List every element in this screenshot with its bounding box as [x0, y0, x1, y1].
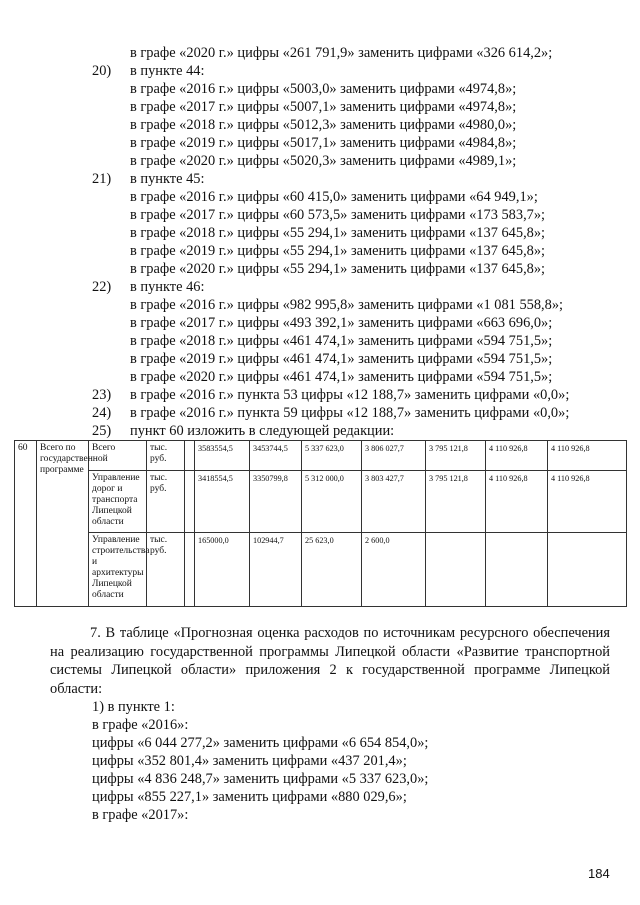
- line-text: в пункте 46:: [130, 279, 205, 295]
- line-text: в графе «2019 г.» цифры «5017,1» заменить цифрами «4984,8»;: [130, 135, 517, 151]
- item-number: 24): [92, 405, 112, 421]
- value-cell: 4 110 926,8: [548, 471, 627, 533]
- item-number: 25): [92, 423, 112, 439]
- amendment-line: [92, 170, 622, 188]
- line-text: в графе «2016 г.» пункта 59 цифры «12 188,7» заменить цифрами «0,0»;: [130, 405, 570, 421]
- line-text: в графе «2020 г.» цифры «261 791,9» заменить цифрами «326 614,2»;: [130, 45, 553, 61]
- amendment-line: [92, 242, 622, 260]
- value-cell: 3583554,5: [195, 441, 250, 471]
- line-text: пункт 60 изложить в следующей редакции:: [130, 423, 395, 439]
- amendment-line: [92, 134, 622, 152]
- amendment-line: [92, 278, 622, 296]
- page-number: 184: [588, 866, 610, 881]
- value-cell: 25 623,0: [302, 533, 362, 607]
- line-text: в графе «2018 г.» цифры «55 294,1» заменить цифрами «137 645,8»;: [130, 225, 546, 241]
- amendment-line: [92, 332, 622, 350]
- item-number: 20): [92, 63, 112, 79]
- amendment-line: [92, 314, 622, 332]
- amendment-line: [92, 62, 622, 80]
- paragraph-text: 7. В таблице «Прогнозная оценка расходов по источникам ресурсного обеспечения на реализацию государственной программы Липецкой области «Развитие транспортной системы Липецкой области» приложения 2 к государственной программе Липецкой области:: [50, 625, 610, 697]
- value-cell: 165000,0: [195, 533, 250, 607]
- amendment-line: [92, 224, 622, 242]
- value-cell: 102944,7: [250, 533, 302, 607]
- amendment-line: [92, 80, 622, 98]
- row-name-cell: Всего: [89, 441, 147, 471]
- line-text: в графе «2020 г.» цифры «55 294,1» заменить цифрами «137 645,8»;: [130, 261, 546, 277]
- value-cell: 3 795 121,8: [426, 471, 486, 533]
- table-row: [15, 533, 627, 607]
- line-text: в пункте 45:: [130, 171, 205, 187]
- amendment-list-top: [92, 44, 622, 440]
- amendment-line: цифры «4 836 248,7» заменить цифрами «5 337 623,0»;: [92, 771, 429, 787]
- item-number: 23): [92, 387, 112, 403]
- amendment-line: цифры «352 801,4» заменить цифрами «437 201,4»;: [92, 753, 407, 769]
- amendment-line: [92, 260, 622, 278]
- line-text: в пункте 44:: [130, 63, 205, 79]
- line-text: в графе «2017 г.» цифры «493 392,1» заменить цифрами «663 696,0»;: [130, 315, 553, 331]
- amendment-line: в графе «2017»:: [92, 807, 189, 823]
- amendment-line: цифры «6 044 277,2» заменить цифрами «6 654 854,0»;: [92, 735, 429, 751]
- empty-cell: [185, 441, 195, 471]
- line-text: в графе «2016 г.» цифры «5003,0» заменить цифрами «4974,8»;: [130, 81, 517, 97]
- line-text: в графе «2020 г.» цифры «461 474,1» заменить цифрами «594 751,5»;: [130, 369, 553, 385]
- line-text: в графе «2016 г.» цифры «60 415,0» заменить цифрами «64 949,1»;: [130, 189, 538, 205]
- value-cell: 4 110 926,8: [548, 441, 627, 471]
- unit-cell: тыс. руб.: [147, 441, 185, 471]
- amendment-line: [92, 206, 622, 224]
- value-cell: 3 806 027,7: [362, 441, 426, 471]
- row-name-cell: Управление дорог и транспорта Липецкой области: [89, 471, 147, 533]
- section-7-paragraph: [50, 624, 610, 698]
- item-number-cell: 60: [15, 441, 37, 607]
- line-text: в графе «2019 г.» цифры «55 294,1» заменить цифрами «137 645,8»;: [130, 243, 546, 259]
- amendment-line: [92, 422, 622, 440]
- value-cell: 5 312 000,0: [302, 471, 362, 533]
- empty-cell: [185, 533, 195, 607]
- line-text: в графе «2018 г.» цифры «5012,3» заменить цифрами «4980,0»;: [130, 117, 517, 133]
- value-cell: 2 600,0: [362, 533, 426, 607]
- amendment-line: [92, 350, 622, 368]
- item-number: 22): [92, 279, 112, 295]
- value-cell: [486, 533, 548, 607]
- value-cell: 3 795 121,8: [426, 441, 486, 471]
- amendment-list-bottom: [92, 698, 612, 824]
- line-text: в графе «2017 г.» цифры «60 573,5» заменить цифрами «173 583,7»;: [130, 207, 546, 223]
- table-row: [15, 471, 627, 533]
- amendment-line: [92, 44, 622, 62]
- amendment-line: [92, 296, 622, 314]
- line-text: в графе «2018 г.» цифры «461 474,1» заменить цифрами «594 751,5»;: [130, 333, 553, 349]
- item-name-cell: Всего по государственной программе: [37, 441, 89, 607]
- line-text: в графе «2017 г.» цифры «5007,1» заменить цифрами «4974,8»;: [130, 99, 517, 115]
- amendment-line: [92, 116, 622, 134]
- line-text: в графе «2016 г.» пункта 53 цифры «12 188,7» заменить цифрами «0,0»;: [130, 387, 570, 403]
- unit-cell: тыс. руб.: [147, 471, 185, 533]
- amendment-line: цифры «855 227,1» заменить цифрами «880 029,6»;: [92, 789, 407, 805]
- value-cell: [548, 533, 627, 607]
- amendment-line: [92, 368, 622, 386]
- line-text: в графе «2016 г.» цифры «982 995,8» заменить цифрами «1 081 558,8»;: [130, 297, 564, 313]
- value-cell: 3418554,5: [195, 471, 250, 533]
- amendment-line: 1) в пункте 1:: [92, 699, 175, 715]
- value-cell: 4 110 926,8: [486, 471, 548, 533]
- amendment-line: [92, 188, 622, 206]
- budget-table: [14, 440, 627, 607]
- amendment-line: [92, 386, 622, 404]
- amendment-line: [92, 98, 622, 116]
- line-text: в графе «2020 г.» цифры «5020,3» заменить цифрами «4989,1»;: [130, 153, 517, 169]
- empty-cell: [185, 471, 195, 533]
- line-text: в графе «2019 г.» цифры «461 474,1» заменить цифрами «594 751,5»;: [130, 351, 553, 367]
- value-cell: 4 110 926,8: [486, 441, 548, 471]
- value-cell: 3453744,5: [250, 441, 302, 471]
- item-number: 21): [92, 171, 112, 187]
- value-cell: 5 337 623,0: [302, 441, 362, 471]
- value-cell: 3350799,8: [250, 471, 302, 533]
- amendment-line: [92, 152, 622, 170]
- table-row: [15, 441, 627, 471]
- value-cell: [426, 533, 486, 607]
- amendment-line: в графе «2016»:: [92, 717, 189, 733]
- unit-cell: тыс. руб.: [147, 533, 185, 607]
- value-cell: 3 803 427,7: [362, 471, 426, 533]
- row-name-cell: Управление строительства и архитектуры Липецкой области: [89, 533, 147, 607]
- amendment-line: [92, 404, 622, 422]
